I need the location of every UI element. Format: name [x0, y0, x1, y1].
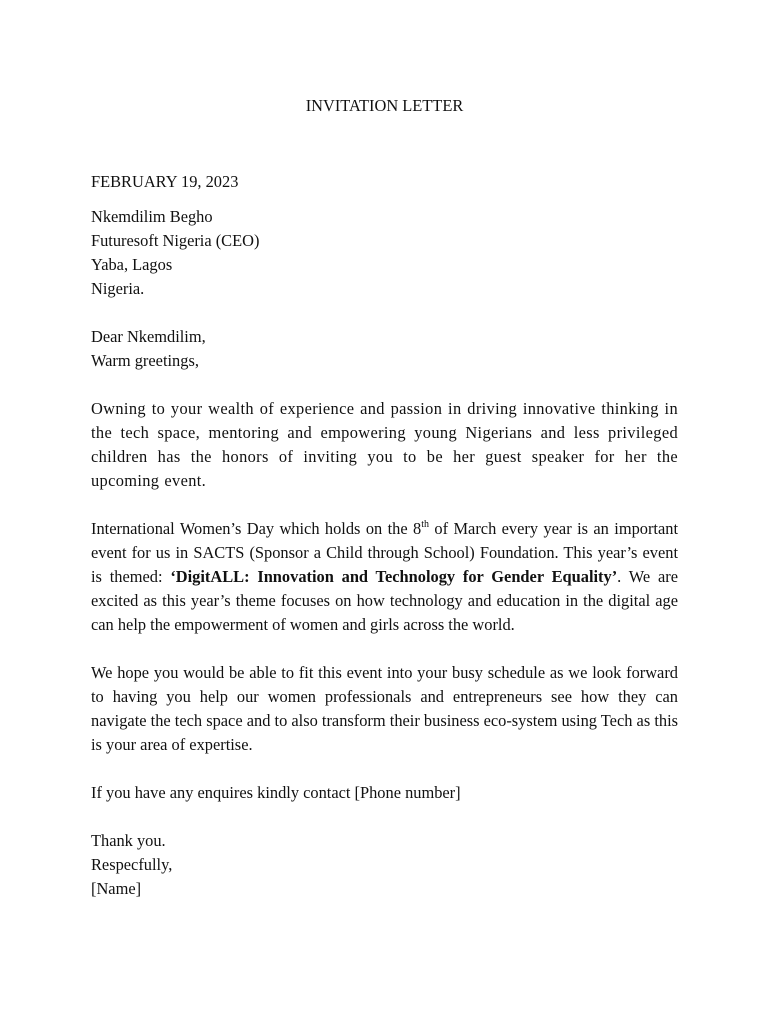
paragraph-request: We hope you would be able to fit this event into your busy schedule as we look forward to having you help our women professionals and entrepreneurs see how they can navigate the tech space and to also transform their business eco-system using Tech as this is your area of expertise.: [91, 663, 678, 754]
greeting: Warm greetings,: [91, 351, 199, 370]
paragraph-event-text-3: . We are excited as this year’s theme focuses on how technology and education in the digital age can help the empowerment of women and girls across the world.: [91, 567, 678, 634]
letter-body: [91, 94, 678, 901]
paragraph-event: [91, 517, 678, 637]
paragraph-invitation: Owning to your wealth of experience and passion in driving innovative thinking in the tech space, mentoring and empowering young Nigerians and less privileged children has the honors of inviting you to be her guest speaker for her the upcoming event.: [91, 399, 678, 490]
closing-thanks: Thank you.: [91, 831, 166, 850]
paragraph-event-text-1: International Women’s Day which holds on the 8: [91, 519, 422, 538]
letter-date: FEBRUARY 19, 2023: [91, 172, 239, 191]
recipient-address: [91, 205, 678, 301]
letter-title: INVITATION LETTER: [305, 96, 464, 115]
closing-block: [91, 829, 678, 901]
recipient-company: Futuresoft Nigeria (CEO): [91, 231, 260, 250]
recipient-country: Nigeria.: [91, 279, 145, 298]
salutation: Dear Nkemdilim,: [91, 327, 206, 346]
event-theme: ‘DigitALL: Innovation and Technology for Gender Equality’: [170, 567, 618, 586]
ordinal-suffix: th: [421, 518, 430, 530]
recipient-city: Yaba, Lagos: [91, 255, 173, 274]
contact-line: If you have any enquires kindly contact [Phone number]: [91, 783, 461, 802]
paragraph-event-text-2: of March every year is an important event for us in SACTS (Sponsor a Child through School) Foundation. This year’s event is themed:: [91, 519, 678, 586]
salutation-block: [91, 325, 678, 373]
recipient-name: Nkemdilim Begho: [91, 207, 213, 226]
closing-signoff: Respecfully,: [91, 855, 173, 874]
signer-name: [Name]: [91, 879, 142, 898]
